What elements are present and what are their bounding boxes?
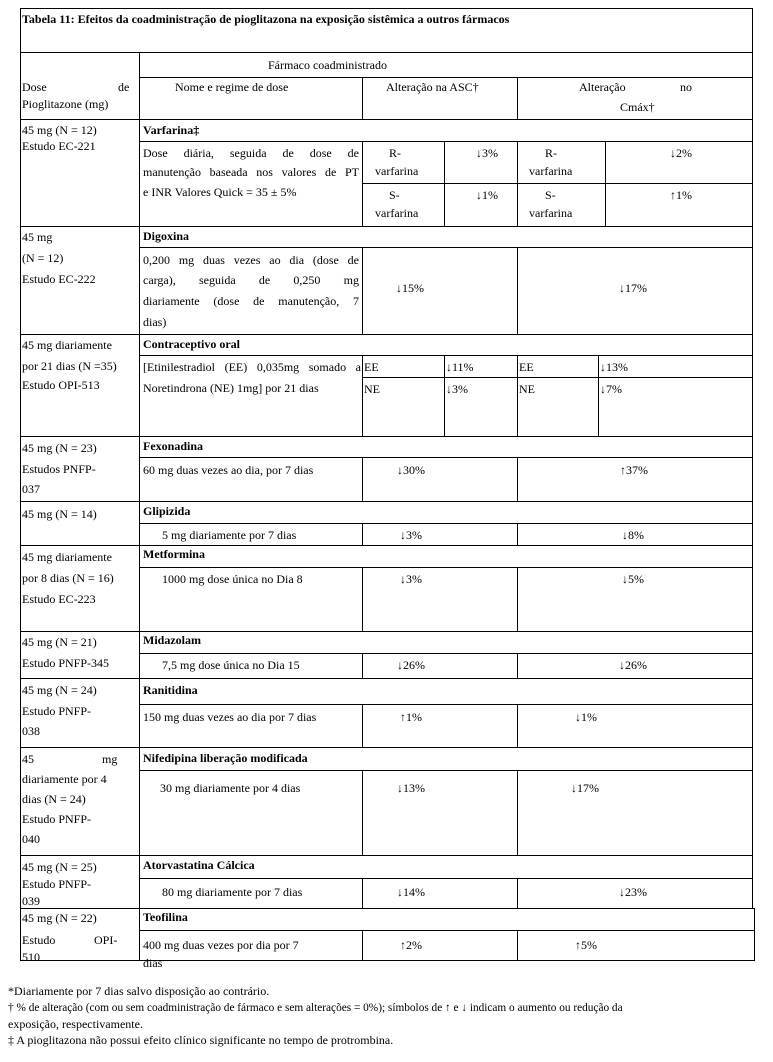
regime-cell: 0,200 mg duas vezes ao dia (dose de (143, 253, 359, 267)
dose-cell: 45 mg (N = 21) (22, 635, 97, 649)
header-asc-change: Alteração na ASC† (386, 80, 479, 94)
subgroup-label: varfarina (375, 164, 419, 178)
dose-cell: Estudo OPI-513 (22, 378, 100, 392)
cmax-value: ↓7% (600, 382, 622, 396)
regime-cell: 7,5 mg dose única no Dia 15 (162, 658, 300, 672)
cmax-value: ↑37% (620, 463, 648, 477)
dose-cell: Estudo PNFP- (22, 877, 92, 891)
drug-name: Contraceptivo oral (143, 337, 240, 351)
cmax-value: ↓23% (619, 885, 647, 899)
asc-value: ↓3% (400, 572, 422, 586)
dose-cell: Estudos PNFP- (22, 462, 96, 476)
dose-cell: 037 (22, 482, 40, 496)
cmax-value: ↓1% (575, 710, 597, 724)
subgroup-label: S- (389, 188, 400, 202)
cmax-value: ↓17% (619, 281, 647, 295)
drug-name: Midazolam (143, 633, 201, 647)
subgroup-label: EE (364, 360, 379, 374)
dose-cell: 510 (22, 950, 40, 964)
dose-cell: (N = 12) (22, 251, 64, 265)
asc-value: ↑1% (400, 710, 422, 724)
regime-cell: dias (143, 956, 163, 970)
drug-name: Ranitidina (143, 683, 198, 697)
dose-cell: 45 mg (N = 12) (22, 123, 97, 137)
regime-cell: Dose diária, seguida de dose de (143, 146, 359, 160)
regime-cell: diariamente (dose de manutenção, 7 (143, 294, 359, 308)
regime-cell: 150 mg duas vezes ao dia por 7 dias (143, 710, 317, 724)
footnote-percent-change: † % de alteração (com ou sem coadministração de fármaco e sem alterações = 0%); símbolos de ↑ e ↓ indicam o aumento ou redução da (8, 1002, 623, 1014)
dose-cell: 038 (22, 724, 40, 738)
drug-name: Fexonadina (143, 439, 204, 453)
cmax-value: ↓8% (622, 528, 644, 542)
header-cmax-word1: Alteração (579, 80, 626, 94)
cmax-value: ↓5% (622, 572, 644, 586)
drug-name: Teofilina (143, 910, 188, 924)
dose-cell: Estudo EC-223 (22, 592, 96, 606)
dose-cell: 45 mg (N = 25) (22, 860, 97, 874)
dose-cell: dias (N = 24) (22, 792, 86, 806)
dose-cell: 45 (22, 752, 34, 766)
dose-cell: 040 (22, 832, 40, 846)
cmax-value: ↓13% (600, 360, 628, 374)
header-cmax-word3: Cmáx† (620, 100, 655, 114)
dose-cell: diariamente por 4 (22, 772, 107, 786)
dose-cell: por 8 dias (N = 16) (22, 571, 114, 585)
drug-name: Digoxina (143, 229, 190, 243)
dose-cell: 45 mg (N = 14) (22, 507, 97, 521)
header-dose-de: de (118, 80, 130, 94)
regime-cell: carga), seguida de 0,250 mg (143, 273, 359, 287)
asc-value: ↓3% (446, 382, 468, 396)
dose-cell: mg (102, 752, 118, 766)
drug-name: Atorvastatina Cálcica (143, 858, 255, 872)
asc-value: ↓14% (397, 885, 425, 899)
regime-cell: e INR Valores Quick = 35 ± 5% (143, 185, 297, 199)
cmax-value: ↓26% (619, 658, 647, 672)
asc-value: ↓1% (476, 188, 498, 202)
dose-cell: Estudo PNFP-345 (22, 656, 110, 670)
dose-cell: Estudo PNFP- (22, 812, 92, 826)
regime-cell: dias) (143, 315, 167, 329)
subgroup-label: varfarina (529, 206, 573, 220)
drug-name: Glipizida (143, 504, 191, 518)
dose-cell: OPI- (94, 933, 118, 947)
header-cmax-word2: no (680, 80, 692, 94)
asc-value: ↓3% (400, 528, 422, 542)
drug-name: Varfarina‡ (143, 123, 200, 137)
footnote-daily: *Diariamente por 7 dias salvo disposição ao contrário. (8, 984, 270, 998)
asc-value: ↓13% (397, 781, 425, 795)
cmax-value: ↑5% (575, 938, 597, 952)
subgroup-label: R- (389, 146, 401, 160)
asc-value: ↑2% (400, 938, 422, 952)
cmax-value: ↓2% (670, 146, 692, 160)
dose-cell: por 21 dias (N =35) (22, 359, 117, 373)
cmax-value: ↑1% (670, 188, 692, 202)
drug-name: Metformina (143, 547, 205, 561)
subgroup-label: S- (545, 188, 556, 202)
regime-cell: manutenção baseada nos valores de PT (143, 165, 359, 179)
header-dose-pioglitazone: Pioglitazone (mg) (22, 97, 109, 111)
drug-name: Nifedipina liberação modificada (143, 751, 308, 765)
dose-cell: 45 mg (N = 24) (22, 683, 97, 697)
subgroup-label: EE (519, 360, 534, 374)
regime-cell: 30 mg diariamente por 4 dias (160, 781, 301, 795)
footnote-prothrombin: ‡ A pioglitazona não possui efeito clínico significante no tempo de protrombina. (8, 1033, 394, 1047)
regime-cell: 60 mg duas vezes ao dia, por 7 dias (143, 463, 314, 477)
dose-cell: Estudo PNFP- (22, 704, 92, 718)
regime-cell: 5 mg diariamente por 7 dias (162, 528, 297, 542)
dose-cell: Estudo (22, 933, 56, 947)
subgroup-label: NE (364, 382, 380, 396)
asc-value: ↓3% (476, 146, 498, 160)
header-name-regime: Nome e regime de dose (175, 80, 289, 94)
regime-cell: 400 mg duas vezes por dia por 7 (143, 938, 299, 952)
asc-value: ↓30% (397, 463, 425, 477)
dose-cell: 45 mg diariamente (22, 550, 112, 564)
dose-cell: 45 mg (22, 230, 53, 244)
regime-cell: 1000 mg dose única no Dia 8 (162, 572, 303, 586)
subgroup-label: R- (545, 146, 557, 160)
dose-cell: Estudo EC-221 (22, 139, 96, 153)
dose-cell: Estudo EC-222 (22, 272, 96, 286)
asc-value: ↓15% (396, 281, 424, 295)
table-title: Tabela 11: Efeitos da coadministração de pioglitazona na exposição sistêmica a outros fármacos (22, 12, 510, 26)
regime-cell: 80 mg diariamente por 7 dias (162, 885, 303, 899)
regime-cell: Noretindrona (NE) 1mg] por 21 dias (143, 381, 319, 395)
header-dose-word: Dose (22, 80, 47, 94)
subgroup-label: varfarina (375, 206, 419, 220)
dose-cell: 45 mg (N = 23) (22, 441, 97, 455)
regime-cell: [Etinilestradiol (EE) 0,035mg somado a (143, 360, 361, 374)
asc-value: ↓11% (446, 360, 474, 374)
subgroup-label: varfarina (529, 164, 573, 178)
cmax-value: ↓17% (571, 781, 599, 795)
dose-cell: 45 mg (N = 22) (22, 911, 97, 925)
dose-cell: 45 mg diariamente (22, 338, 112, 352)
asc-value: ↓26% (397, 658, 425, 672)
header-coadministered-drug: Fármaco coadministrado (268, 58, 387, 72)
dose-cell: 039 (22, 894, 40, 907)
footnote-percent-change-cont: exposição, respectivamente. (8, 1017, 143, 1031)
subgroup-label: NE (519, 382, 535, 396)
